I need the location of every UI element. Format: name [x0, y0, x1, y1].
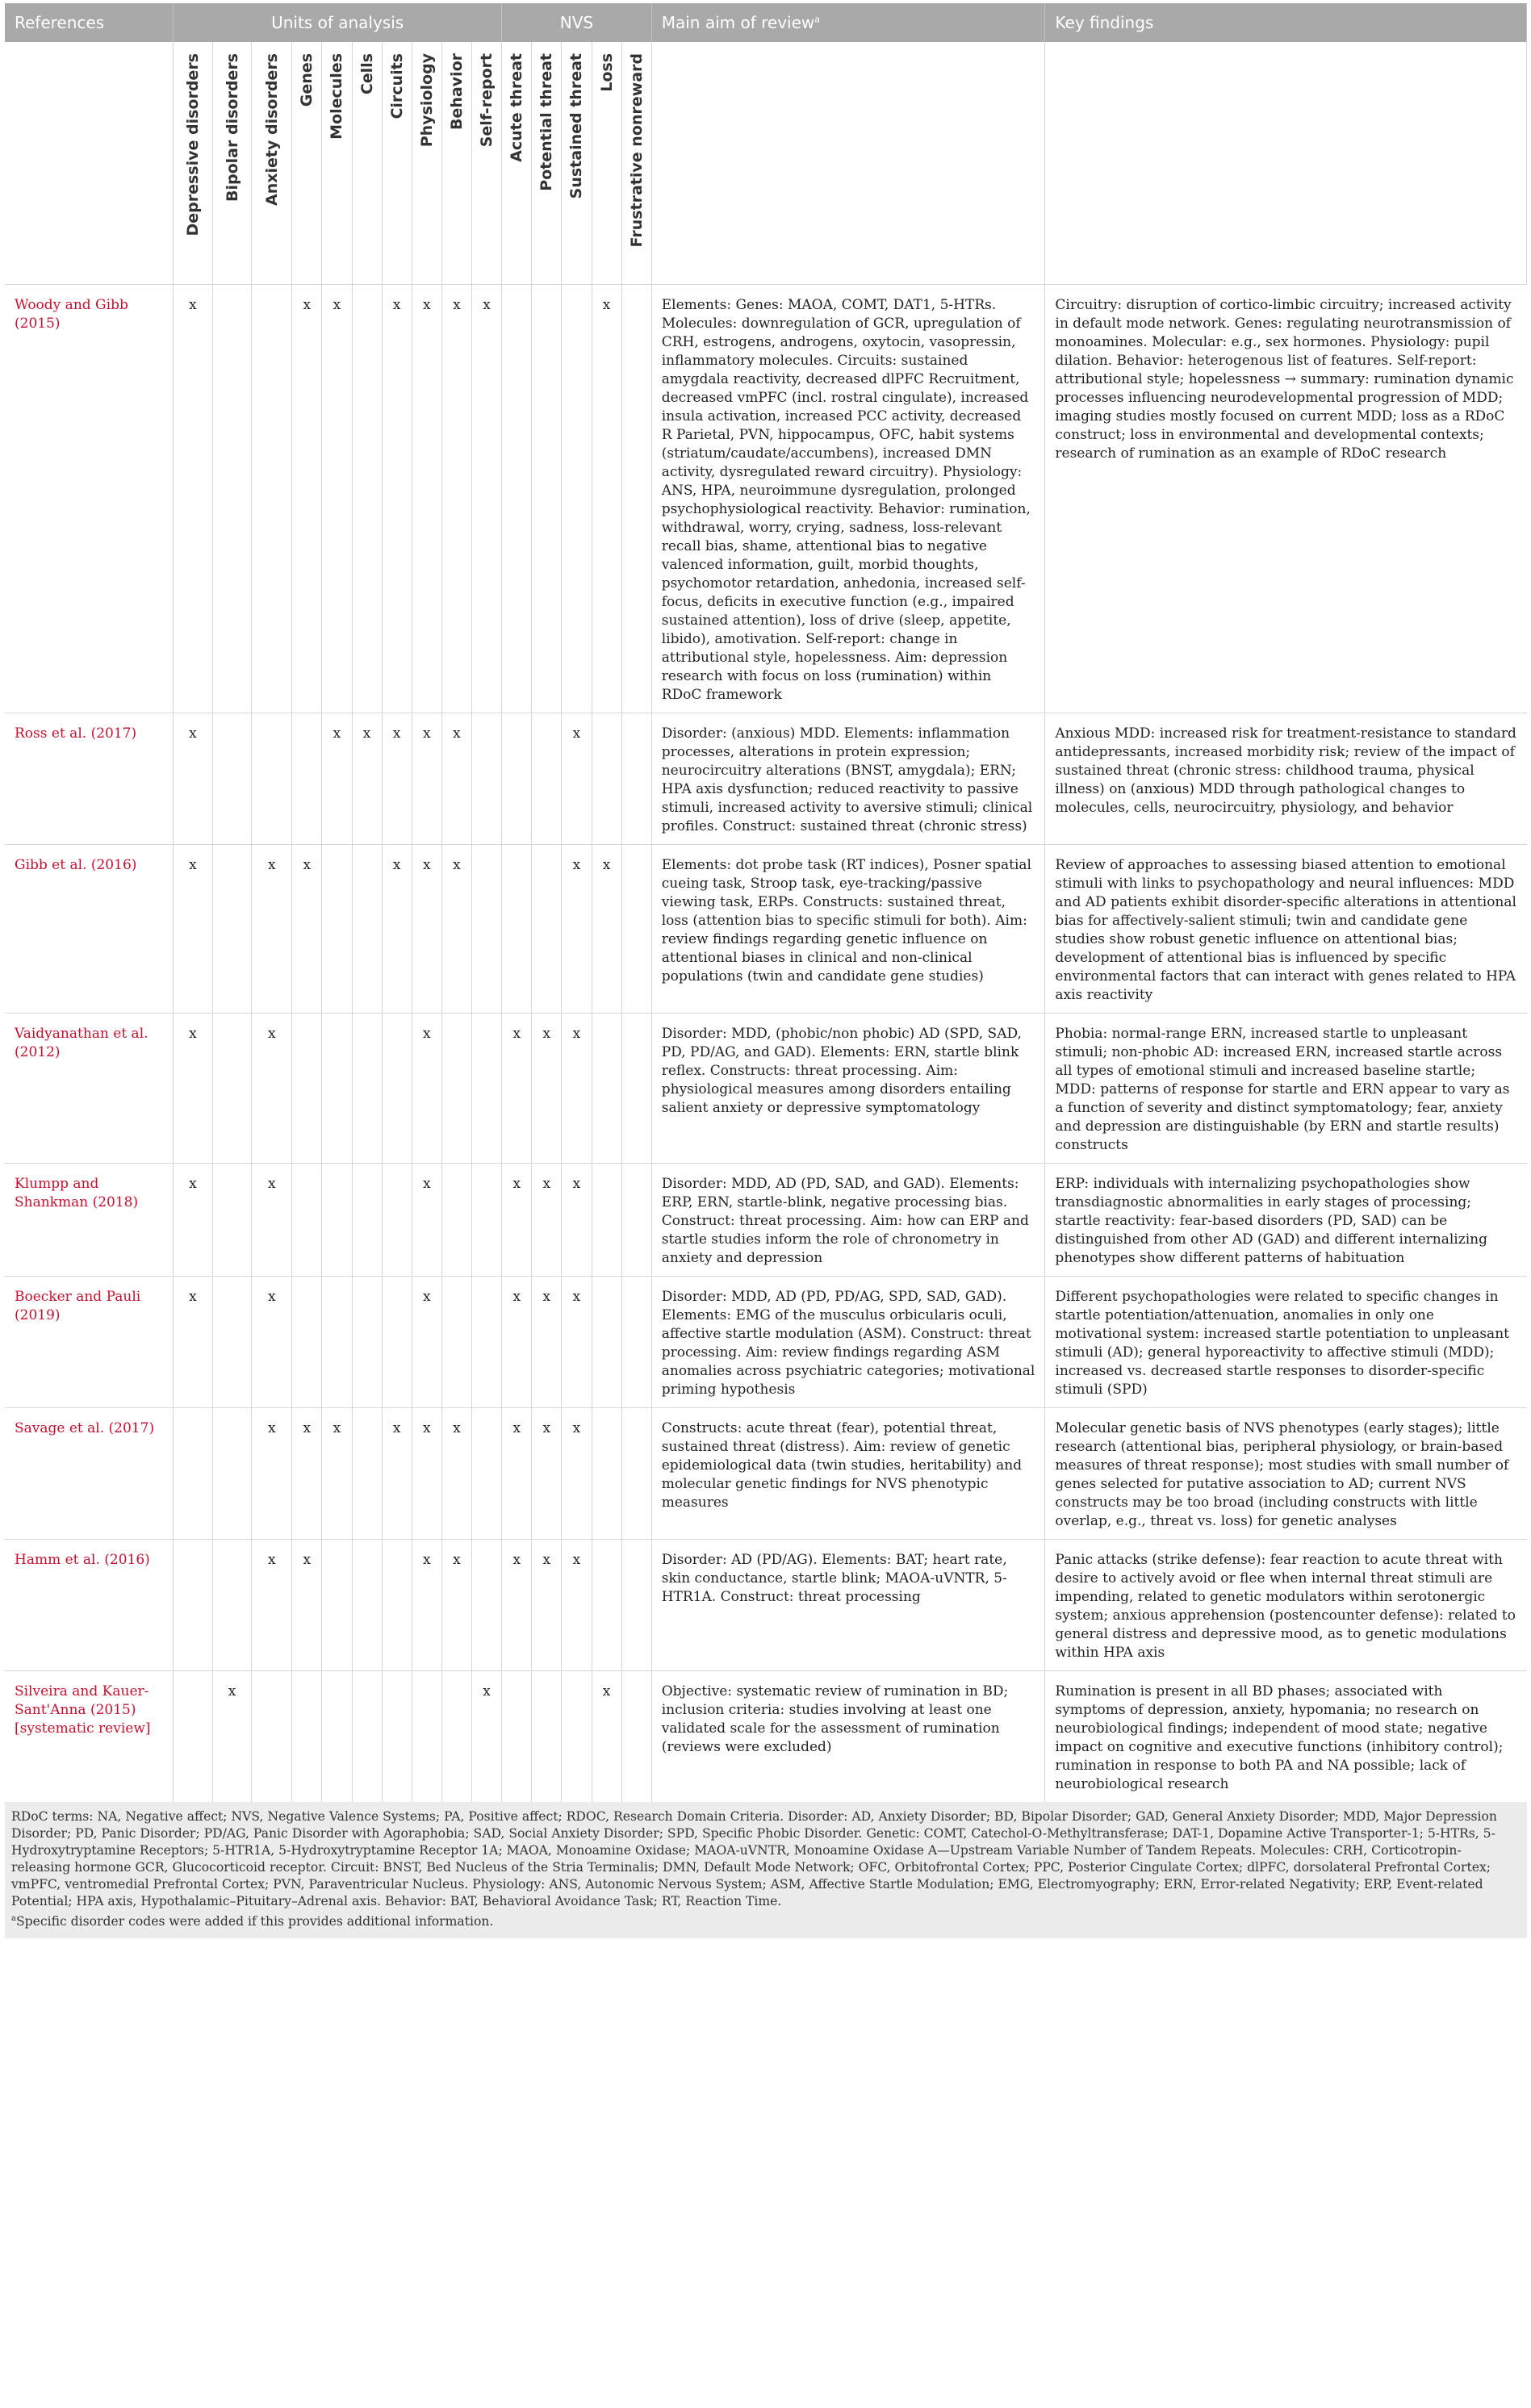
mark-cell	[562, 285, 592, 713]
mark-cell: x	[352, 713, 382, 845]
mark-cell	[174, 1408, 213, 1540]
mark-cell	[292, 1277, 322, 1408]
subheader-row	[5, 42, 1527, 285]
mark-cell	[592, 1408, 621, 1540]
mark-cell: x	[412, 1014, 441, 1164]
mark-cell: x	[382, 845, 412, 1014]
table-row	[5, 1540, 1527, 1671]
key-findings-cell: Review of approaches to assessing biased attention to emotional stimuli with links to psychopathology and neural influences: MDD and AD patients exhibit disorder-specific alterations in attentional bias for affectively-salient stimuli; twin and candidate gene studies show robust genetic influence on attentional bias; development of attentional bias is influenced by specific environmental factors that can interact with genes related to HPA axis reactivity	[1055, 857, 1516, 1003]
subheader-findings-spacer	[1045, 42, 1527, 285]
subheader-label: Circuits	[387, 53, 406, 119]
mark-cell: x	[441, 1408, 471, 1540]
subheader-label: Bipolar disorders	[223, 53, 241, 202]
subheader-label: Self-report	[478, 53, 496, 148]
mark-cell: x	[562, 1277, 592, 1408]
mark-cell	[532, 285, 562, 713]
header-main-aim: Main aim of review$^a$	[651, 3, 1045, 42]
mark-cell: x	[382, 1408, 412, 1540]
subheader-cell	[441, 42, 471, 285]
mark-cell: x	[441, 845, 471, 1014]
mark-cell	[212, 1277, 252, 1408]
mark-cell	[471, 713, 501, 845]
mark-cell	[621, 845, 651, 1014]
mark-cell	[532, 845, 562, 1014]
mark-cell	[292, 1164, 322, 1277]
subheader-cell	[562, 42, 592, 285]
subheader-label: Physiology	[417, 53, 436, 148]
mark-cell	[252, 1671, 292, 1803]
key-findings-cell: Anxious MDD: increased risk for treatment-resistance to standard antidepressants, increased morbidity risk; review of the impact of sustained threat (chronic stress: childhood trauma, physical illness) on (anxious) MDD through pathological changes to molecules, cells, neurocircuitry, physiology, and behavior	[1055, 725, 1516, 816]
mark-cell	[471, 1014, 501, 1164]
mark-cell: x	[562, 1408, 592, 1540]
mark-cell	[212, 1540, 252, 1671]
main-aim-cell: Elements: Genes: MAOA, COMT, DAT1, 5-HTRs. Molecules: downregulation of GCR, upregulation of CRH, estrogens, androgens, oxytocin, vasopressin, inflammatory molecules. Circuits: sustained amygdala reactivity, decreased dlPFC Recruitment, decreased vmPFC (incl. rostral cingulate), increased insula activation, increased PCC activity, decreased R Parietal, PVN, hippocampus, OFC, habit systems (striatum/caudate/accumbens), increased DMN activity, dysregulated reward circuitry). Physiology: ANS, HPA, neuroimmune dysregulation, prolonged psychophysiological reactivity. Behavior: rumination, withdrawal, worry, crying, sadness, loss-relevant recall bias, shame, attentional bias to negative valenced information, guilt, morbid thoughts, psychomotor retardation, anhedonia, increased self-focus, deficits in executive function (e.g., impaired sustained attention), loss of drive (sleep, appetite, libido), amotivation. Self-report: change in attributional style, hopelessness. Aim: depression research with focus on loss (rumination) within RDoC framework	[651, 285, 1045, 713]
mark-cell: x	[592, 1671, 621, 1803]
table-row	[5, 845, 1527, 1014]
reference-link[interactable]: Hamm et al. (2016)	[5, 1540, 174, 1671]
mark-cell	[441, 1671, 471, 1803]
mark-cell: x	[412, 285, 441, 713]
main-aim-cell: Disorder: MDD, AD (PD, SAD, and GAD). Elements: ERP, ERN, startle-blink, negative processing bias. Construct: threat processing. Aim: how can ERP and startle studies inform the role of chronometry in anxiety and depression	[651, 1164, 1045, 1277]
mark-cell	[252, 713, 292, 845]
mark-cell	[174, 1671, 213, 1803]
reference-link[interactable]: Klumpp and Shankman (2018)	[5, 1164, 174, 1277]
mark-cell: x	[252, 1408, 292, 1540]
key-findings-cell: Different psychopathologies were related to specific changes in startle potentiation/attenuation, anomalies in only one motivational system: increased startle potentiation to unpleasant stimuli (AD); general hyporeactivity to affective stimuli (MDD); increased vs. decreased startle responses to disorder-specific stimuli (SPD)	[1055, 1289, 1509, 1398]
mark-cell	[212, 713, 252, 845]
subheader-cell	[352, 42, 382, 285]
mark-cell	[502, 713, 532, 845]
mark-cell	[212, 1014, 252, 1164]
mark-cell: x	[532, 1014, 562, 1164]
table-row	[5, 1014, 1527, 1164]
subheader-label: Loss	[597, 53, 616, 92]
reference-link[interactable]: Woody and Gibb (2015)	[5, 285, 174, 713]
mark-cell: x	[471, 1671, 501, 1803]
mark-cell	[352, 1164, 382, 1277]
subheader-cell	[382, 42, 412, 285]
subheader-cell	[532, 42, 562, 285]
mark-cell: x	[562, 845, 592, 1014]
mark-cell	[212, 1408, 252, 1540]
mark-cell	[352, 1671, 382, 1803]
mark-cell: x	[412, 1540, 441, 1671]
mark-cell	[621, 1014, 651, 1164]
mark-cell	[352, 1540, 382, 1671]
mark-cell: x	[562, 713, 592, 845]
key-findings-cell: Molecular genetic basis of NVS phenotypes (early stages); little research (attentional bias, peripheral physiology, or brain-based measures of threat response); most studies with small number of genes selected for putative association to AD; current NVS constructs may be too broad (including constructs with little overlap, e.g., threat vs. loss) for genetic analyses	[1055, 1420, 1509, 1529]
mark-cell	[382, 1164, 412, 1277]
mark-cell	[621, 1408, 651, 1540]
mark-cell	[502, 845, 532, 1014]
subheader-spacer	[5, 42, 174, 285]
mark-cell: x	[412, 1164, 441, 1277]
mark-cell: x	[292, 285, 322, 713]
mark-cell: x	[502, 1408, 532, 1540]
mark-cell	[441, 1164, 471, 1277]
table-footnote	[5, 1802, 1527, 1938]
main-aim-cell: Disorder: MDD, (phobic/non phobic) AD (SPD, SAD, PD, PD/AG, and GAD). Elements: ERN, startle blink reflex. Constructs: threat processing. Aim: physiological measures among disorders entailing salient anxiety or depressive symptomatology	[651, 1014, 1045, 1164]
mark-cell	[174, 1540, 213, 1671]
mark-cell	[621, 1540, 651, 1671]
reference-link[interactable]: Ross et al. (2017)	[5, 713, 174, 845]
main-aim-cell: Disorder: MDD, AD (PD, PD/AG, SPD, SAD, GAD). Elements: EMG of the musculus orbicularis oculi, affective startle modulation (ASM). Construct: threat processing. Aim: review findings regarding ASM anomalies across psychiatric categories; motivational priming hypothesis	[651, 1277, 1045, 1408]
table-row	[5, 1277, 1527, 1408]
mark-cell: x	[562, 1014, 592, 1164]
mark-cell	[412, 1671, 441, 1803]
mark-cell	[441, 1014, 471, 1164]
mark-cell	[621, 1277, 651, 1408]
mark-cell: x	[532, 1164, 562, 1277]
mark-cell: x	[322, 285, 352, 713]
key-findings-cell: Phobia: normal-range ERN, increased startle to unpleasant stimuli; non-phobic AD: increased ERN, increased startle across all types of emotional stimuli and increased baseline startle; MDD: patterns of response for startle and ERN appear to vary as a function of severity and distinct symptomatology; fear, anxiety and depression are distinguishable (by ERN and startle results) constructs	[1055, 1026, 1510, 1153]
mark-cell	[352, 1277, 382, 1408]
footnote-terms: RDoC terms: NA, Negative affect; NVS, Negative Valence Systems; PA, Positive affect; RDOC, Research Domain Criteria. Disorder: AD, Anxiety Disorder; BD, Bipolar Disorder; GAD, General Anxiety Disorder; MDD, Major Depression Disorder; PD, Panic Disorder; PD/AG, Panic Disorder with Agoraphobia; SAD, Social Anxiety Disorder; SPD, Specific Phobic Disorder. Genetic: COMT, Catechol-O-Methyltransferase; DAT-1, Dopamine Active Transporter-1; 5-HTRs, 5-Hydroxytryptamine Receptors; 5-HTR1A, 5-Hydroxytryptamine Receptor 1A; MAOA, Monoamine Oxidase; MAOA-uVNTR, Monoamine Oxidase A—Upstream Variable Number of Tandem Repeats. Molecules: CRH, Corticotropin-releasing hormone GCR, Glucocorticoid receptor. Circuit: BNST, Bed Nucleus of the Stria Terminalis; DMN, Default Mode Network; OFC, Orbitofrontal Cortex; PPC, Posterior Cingulate Cortex; dlPFC, dorsolateral Prefrontal Cortex; vmPFC, ventromedial Prefrontal Cortex; PVN, Paraventricular Nucleus. Physiology: ANS, Autonomic Nervous System; ASM, Affective Startle Modulation; EMG, Electromyography; ERN, Error-related Negativity; ERP, Event-related Potential; HPA axis, Hypothalamic–Pituitary–Adrenal axis. Behavior: BAT, Behavioral Avoidance Task; RT, Reaction Time.	[11, 1809, 1497, 1908]
mark-cell: x	[441, 285, 471, 713]
mark-cell: x	[252, 1540, 292, 1671]
mark-cell	[621, 1671, 651, 1803]
subheader-label: Acute threat	[508, 53, 526, 162]
mark-cell: x	[471, 285, 501, 713]
mark-cell	[212, 845, 252, 1014]
subheader-cell	[412, 42, 441, 285]
subheader-label: Depressive disorders	[183, 53, 202, 236]
mark-cell	[382, 1540, 412, 1671]
key-findings-cell: Rumination is present in all BD phases; associated with symptoms of depression, anxiety, hypomania; no research on neurobiological findings; independent of mood state; negative impact on cognitive and executive functions (inhibitory control); rumination in response to both PA and NA possible; lack of neurobiological research	[1055, 1683, 1504, 1792]
subheader-cell	[621, 42, 651, 285]
subheader-label: Genes	[298, 53, 316, 107]
mark-cell: x	[562, 1164, 592, 1277]
footnote-note: $^a$Specific disorder codes were added if this provides additional information.	[11, 1914, 494, 1929]
subheader-cell	[292, 42, 322, 285]
subheader-label: Anxiety disorders	[262, 53, 281, 206]
mark-cell	[592, 1014, 621, 1164]
subheader-cell	[322, 42, 352, 285]
subheader-cell	[212, 42, 252, 285]
header-references: References	[5, 3, 174, 42]
mark-cell: x	[412, 845, 441, 1014]
subheader-label: Cells	[358, 53, 376, 95]
mark-cell	[352, 1014, 382, 1164]
subheader-label: Sustained threat	[567, 53, 586, 199]
mark-cell: x	[592, 845, 621, 1014]
mark-cell	[532, 1671, 562, 1803]
mark-cell	[382, 1277, 412, 1408]
mark-cell: x	[322, 713, 352, 845]
mark-cell	[292, 1671, 322, 1803]
mark-cell: x	[292, 845, 322, 1014]
table-row	[5, 285, 1527, 713]
subheader-cell	[174, 42, 213, 285]
mark-cell	[621, 1164, 651, 1277]
reference-link[interactable]: Boecker and Pauli (2019)	[5, 1277, 174, 1408]
reference-link[interactable]: Savage et al. (2017)	[5, 1408, 174, 1540]
main-aim-cell: Constructs: acute threat (fear), potential threat, sustained threat (distress). Aim: review of genetic epidemiological data (twin studies, heritability) and molecular genetic findings for NVS phenotypic measures	[651, 1408, 1045, 1540]
mark-cell: x	[174, 845, 213, 1014]
mark-cell	[322, 1014, 352, 1164]
mark-cell	[471, 1540, 501, 1671]
mark-cell	[502, 1671, 532, 1803]
main-aim-cell: Elements: dot probe task (RT indices), Posner spatial cueing task, Stroop task, eye-tracking/passive viewing task, ERPs. Constructs: sustained threat, loss (attention bias to specific stimuli for both). Aim: review findings regarding genetic influence on attentional biases in clinical and non-clinical populations (twin and candidate gene studies)	[651, 845, 1045, 1014]
main-aim-cell: Disorder: (anxious) MDD. Elements: inflammation processes, alterations in protein expression; neurocircuitry alterations (BNST, amygdala); ERN; HPA axis dysfunction; reduced reactivity to passive stimuli, increased activity to aversive stimuli; clinical profiles. Construct: sustained threat (chronic stress)	[651, 713, 1045, 845]
table-row	[5, 1408, 1527, 1540]
review-table	[5, 3, 1527, 1802]
mark-cell: x	[252, 1014, 292, 1164]
mark-cell: x	[174, 1164, 213, 1277]
mark-cell	[441, 1277, 471, 1408]
subheader-cell	[592, 42, 621, 285]
mark-cell: x	[212, 1671, 252, 1803]
mark-cell: x	[382, 713, 412, 845]
mark-cell: x	[322, 1408, 352, 1540]
mark-cell	[562, 1671, 592, 1803]
mark-cell: x	[252, 1277, 292, 1408]
mark-cell	[471, 1164, 501, 1277]
mark-cell: x	[292, 1540, 322, 1671]
mark-cell: x	[441, 1540, 471, 1671]
subheader-label: Potential threat	[538, 53, 556, 191]
mark-cell	[592, 1164, 621, 1277]
mark-cell: x	[174, 1277, 213, 1408]
mark-cell: x	[532, 1277, 562, 1408]
subheader-label: Behavior	[447, 53, 466, 131]
mark-cell	[322, 1540, 352, 1671]
mark-cell	[212, 285, 252, 713]
key-findings-cell: ERP: individuals with internalizing psychopathologies show transdiagnostic abnormalities in early stages of processing; startle reactivity: fear-based disorders (PD, SAD) can be distinguished from other AD (GAD) and different internalizing phenotypes show different patterns of habituation	[1055, 1176, 1487, 1266]
mark-cell	[532, 713, 562, 845]
mark-cell	[322, 1164, 352, 1277]
mark-cell	[352, 845, 382, 1014]
subheader-aim-spacer	[651, 42, 1045, 285]
mark-cell	[471, 1408, 501, 1540]
mark-cell: x	[502, 1540, 532, 1671]
mark-cell	[352, 285, 382, 713]
mark-cell	[252, 285, 292, 713]
mark-cell: x	[252, 845, 292, 1014]
reference-link[interactable]: Vaidyanathan et al. (2012)	[5, 1014, 174, 1164]
subheader-cell	[502, 42, 532, 285]
header-key-findings: Key findings	[1045, 3, 1527, 42]
mark-cell: x	[502, 1277, 532, 1408]
mark-cell: x	[502, 1014, 532, 1164]
mark-cell	[471, 1277, 501, 1408]
key-findings-cell: Panic attacks (strike defense): fear reaction to acute threat with desire to actively avoid or flee when internal threat stimuli are impending, related to genetic modulators within serotonergic system; anxious apprehension (postencounter defense): related to general distress and depressive mood, as to genetic modulations within HPA axis	[1055, 1552, 1516, 1661]
mark-cell: x	[412, 1277, 441, 1408]
subheader-cell	[252, 42, 292, 285]
main-aim-cell: Disorder: AD (PD/AG). Elements: BAT; heart rate, skin conductance, startle blink; MAOA-uVNTR, 5-HTR1A. Construct: threat processing	[651, 1540, 1045, 1671]
review-table-document	[5, 3, 1527, 1938]
mark-cell: x	[592, 285, 621, 713]
mark-cell: x	[502, 1164, 532, 1277]
mark-cell: x	[441, 713, 471, 845]
mark-cell	[621, 285, 651, 713]
mark-cell	[322, 1671, 352, 1803]
table-row	[5, 1671, 1527, 1803]
mark-cell	[621, 713, 651, 845]
mark-cell	[212, 1164, 252, 1277]
mark-cell	[382, 1671, 412, 1803]
mark-cell: x	[174, 285, 213, 713]
mark-cell	[592, 713, 621, 845]
header-nvs: NVS	[502, 3, 652, 42]
mark-cell	[292, 1014, 322, 1164]
mark-cell	[292, 713, 322, 845]
mark-cell	[592, 1540, 621, 1671]
mark-cell: x	[562, 1540, 592, 1671]
mark-cell: x	[412, 713, 441, 845]
table-body	[5, 285, 1527, 1803]
mark-cell: x	[382, 285, 412, 713]
mark-cell	[382, 1014, 412, 1164]
subheader-label: Molecules	[328, 53, 346, 140]
mark-cell	[322, 845, 352, 1014]
mark-cell: x	[174, 713, 213, 845]
mark-cell: x	[174, 1014, 213, 1164]
mark-cell	[592, 1277, 621, 1408]
mark-cell	[322, 1277, 352, 1408]
reference-link[interactable]: Silveira and Kauer-Sant'Anna (2015) [systematic review]	[5, 1671, 174, 1803]
subheader-label: Frustrative nonreward	[627, 53, 646, 248]
key-findings-cell: Circuitry: disruption of cortico-limbic circuitry; increased activity in default mode network. Genes: regulating neurotransmission of monoamines. Molecular: e.g., sex hormones. Physiology: pupil dilation. Behavior: heterogenous list of features. Self-report: attributional style; hopelessness → summary: rumination dynamic processes influencing neurodevelopmental progression of MDD; imaging studies mostly focused on current MDD; loss as a RDoC construct; loss in environmental and developmental contexts; research of rumination as an example of RDoC research	[1055, 297, 1514, 462]
subheader-cell	[471, 42, 501, 285]
main-aim-cell: Objective: systematic review of rumination in BD; inclusion criteria: studies involving at least one validated scale for the assessment of rumination (reviews were excluded)	[651, 1671, 1045, 1803]
mark-cell: x	[292, 1408, 322, 1540]
mark-cell	[502, 285, 532, 713]
mark-cell	[352, 1408, 382, 1540]
mark-cell: x	[412, 1408, 441, 1540]
mark-cell: x	[252, 1164, 292, 1277]
table-row	[5, 713, 1527, 845]
header-units-of-analysis: Units of analysis	[174, 3, 502, 42]
mark-cell: x	[532, 1540, 562, 1671]
mark-cell	[471, 845, 501, 1014]
mark-cell: x	[532, 1408, 562, 1540]
reference-link[interactable]: Gibb et al. (2016)	[5, 845, 174, 1014]
table-row	[5, 1164, 1527, 1277]
